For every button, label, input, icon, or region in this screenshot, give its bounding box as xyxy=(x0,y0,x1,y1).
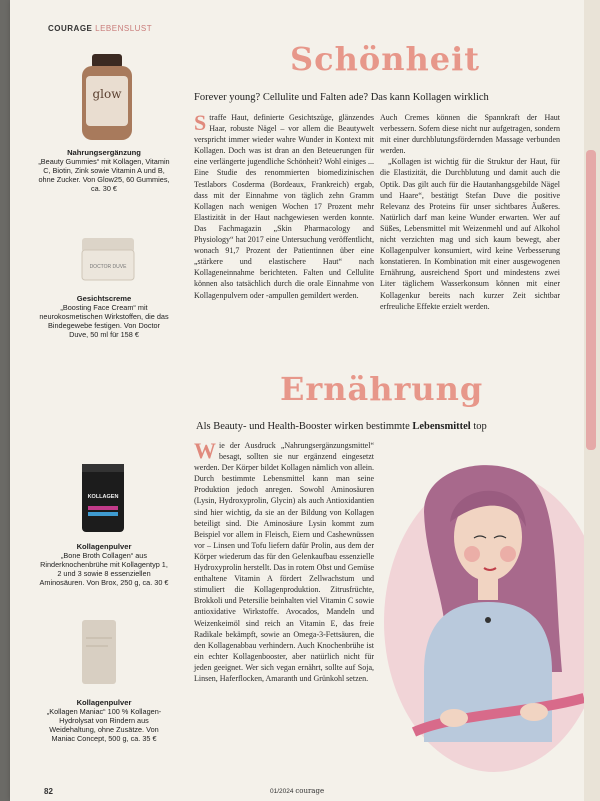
product-image-cream xyxy=(78,234,138,284)
illustration-woman-measuring-tape xyxy=(384,442,594,782)
product-card xyxy=(38,294,170,339)
product-image-collagen-pouch xyxy=(76,618,122,686)
page-header xyxy=(48,24,152,33)
product-category: Kollagenpulver xyxy=(76,542,132,551)
article-column-3 xyxy=(194,440,374,684)
drop-cap: W xyxy=(194,438,216,463)
section-title-nutrition: Ernährung xyxy=(280,370,484,408)
lead-text: Als Beauty- und Health-Booster wirken bestimmte xyxy=(196,421,413,432)
product-description: „Beauty Gummies“ mit Kollagen, Vitamin C, Biotin, Zink sowie Vitamin A und B, ohne Zucker. Von Glow25, 60 Gummies, ca. 30 € xyxy=(38,157,170,193)
adjacent-page-edge xyxy=(584,0,600,801)
issue-number: 01/2024 xyxy=(270,788,294,795)
section-lead-beauty: Forever young? Cellulite und Falten ade? Das kann Kollagen wirklich xyxy=(194,92,489,103)
article-column-2 xyxy=(380,112,560,312)
product-image-gummies xyxy=(78,52,136,144)
page-number: 82 xyxy=(44,787,53,796)
product-description: „Kollagen Maniac“ 100 % Kollagen-Hydrolysat von Rindern aus Weidehaltung, ohne Zusätze. Von Maniac Concept, 500 g, ca. 35 € xyxy=(46,707,162,743)
article-paragraph: „Kollagen ist wichtig für die Struktur der Haut, für die Elastizität, die Durchblutung und damit auch die Optik. Das gilt auch für die Hautanhangsgebilde Nägel und Haare“, bestätigt Stefan Duve die positive Relevanz des Proteins für unser sichtbares Äußeres. Natürlich darf man keine Wunder erwarten. Wer auf Süßes, Lebensmittel mit Weizenmehl und auf Alkohol nicht verzichten mag und sich kaum bewegt, aber Kollagenpulver konsumiert, wird keine Verbesserung konstatieren. In Kombination mit einer ausgewogenen Ernährung, ausreichend Sport und mindestens zwei Liter täglichem Wasserkonsum können mit einer Kollagenkur bereits nach kurzer Zeit sichtbar erfreuliche Effekte erzielt werden. xyxy=(380,157,560,311)
lead-tail: top xyxy=(470,421,487,432)
header-brand: COURAGE xyxy=(48,24,93,33)
article-text: ie der Ausdruck „Nahrungsergänzungsmittel“ besagt, sollten sie nur ergänzend eingesetzt werden. Der Körper bildet Kollagen nämlich von allein. Durch bestimmte Lebensmittel kann man seine Produktion jedoch anregen. Sowohl Aminosäuren (Lysin, Hydroxyprolin, Glycin) als auch Antioxidantien sind hier wichtig, da sie an der Bildung von Kollagen beteiligt sind. Die Aminosäure Lysin kommt zum Beispiel vor allem in Fleisch, Eiern und Cashewnüssen vor – Linsen und Tofu liefern dafür Prolin, aus dem der Körper wiederum das für den Gelenkaufbau essenzielle Hydroxyprolin herstellt. Das in rotem Obst und Gemüse enthaltene Vitamin A fördert Zellwachstum und stimuliert die Kollagenproduktion. Zitrusfrüchte, Brokkoli und Petersilie beinhalten viel Vitamin C sowie antioxidative Wirkstoffe. Avocados, Mandeln und Weizenkeimöl sind reich an Vitamin E, das freie Radikale bekämpft, sowie an Omega-3-Fettsäuren, die den Kollagenabbau verhindern. Auch Knochenbrühe ist ein echter Kollagenbooster, aber natürlich nicht für jeden geeignet. Wer sich vegan ernährt, sollte auf Soja, Linsen, Haferflocken, Amaranth und Grünkohl setzen. xyxy=(194,441,374,683)
product-card xyxy=(38,148,170,193)
section-lead-nutrition xyxy=(196,421,487,432)
product-category: Nahrungsergänzung xyxy=(67,148,141,157)
drop-cap: S xyxy=(194,110,207,135)
product-card xyxy=(38,542,170,587)
product-description: „Bone Broth Collagen“ aus Rinderknochenbrühe mit Kollagentyp 1, 2 und 3 sowie 8 essenziellen Aminosäuren. Von Brox, 250 g, ca. 30 € xyxy=(39,551,169,587)
product-image-collagen-tin xyxy=(80,462,126,534)
article-column-1 xyxy=(194,112,374,301)
magazine-page xyxy=(10,0,584,801)
article-text: traffe Haut, definierte Gesichtszüge, glänzendes Haar, robuste Nägel – vor allem die Beautywelt verspricht immer wieder wahre Wunder in Kontext mit Kollagen. Doch was ist dran an den Beteuerungen für eine verlängerte jugendliche Schönheit? Wohl einiges ... Eine Studie des renommierten biomedizinischen Testlabors Cosderma (Bordeaux, Frankreich) ergab, dass mit der Einnahme von täglich zehn Gramm Kollagen nach wenigen Wochen 17 Prozent mehr Elastizität in der Haut nachgewiesen werden konnte. Das Fachmagazin „Skin Pharmacology and Physiology“ hat 2017 eine Untersuchung veröffentlicht, wonach 91,7 Prozent der Patientinnen über eine „stärkere und elastischere Haut“ nach Kollageneinnahme berichteten. Falten und Cellulite können also tatsächlich durch die orale Einnahme von Kollagenpulvern oder -ampullen gemildert werden. xyxy=(194,113,374,300)
jar-label: glow xyxy=(92,87,122,101)
section-title-beauty: Schönheit xyxy=(290,40,481,78)
jar-label: KOLLAGEN xyxy=(87,494,119,500)
footer-issue xyxy=(270,787,324,795)
product-description: „Boosting Face Cream“ mit neurokosmetischen Wirkstoffen, die das Bindegewebe festigen. Von Doctor Duve, 50 ml für 158 € xyxy=(39,303,169,339)
product-card xyxy=(38,698,170,743)
jar-label: DOCTOR DUVE xyxy=(89,264,127,270)
product-category: Kollagenpulver xyxy=(76,698,132,707)
product-category: Gesichtscreme xyxy=(76,294,132,303)
footer-brand: courage xyxy=(295,787,325,795)
header-rubric: LEBENSLUST xyxy=(95,24,153,33)
lead-bold: Lebensmittel xyxy=(412,421,471,432)
article-paragraph: Auch Cremes können die Spannkraft der Haut verbessern. Sofern diese nicht nur aufgetragen, sondern mit einer durchblutungsfördernden Massage verbunden werden. xyxy=(380,113,560,156)
adjacent-page-decoration xyxy=(586,150,596,450)
